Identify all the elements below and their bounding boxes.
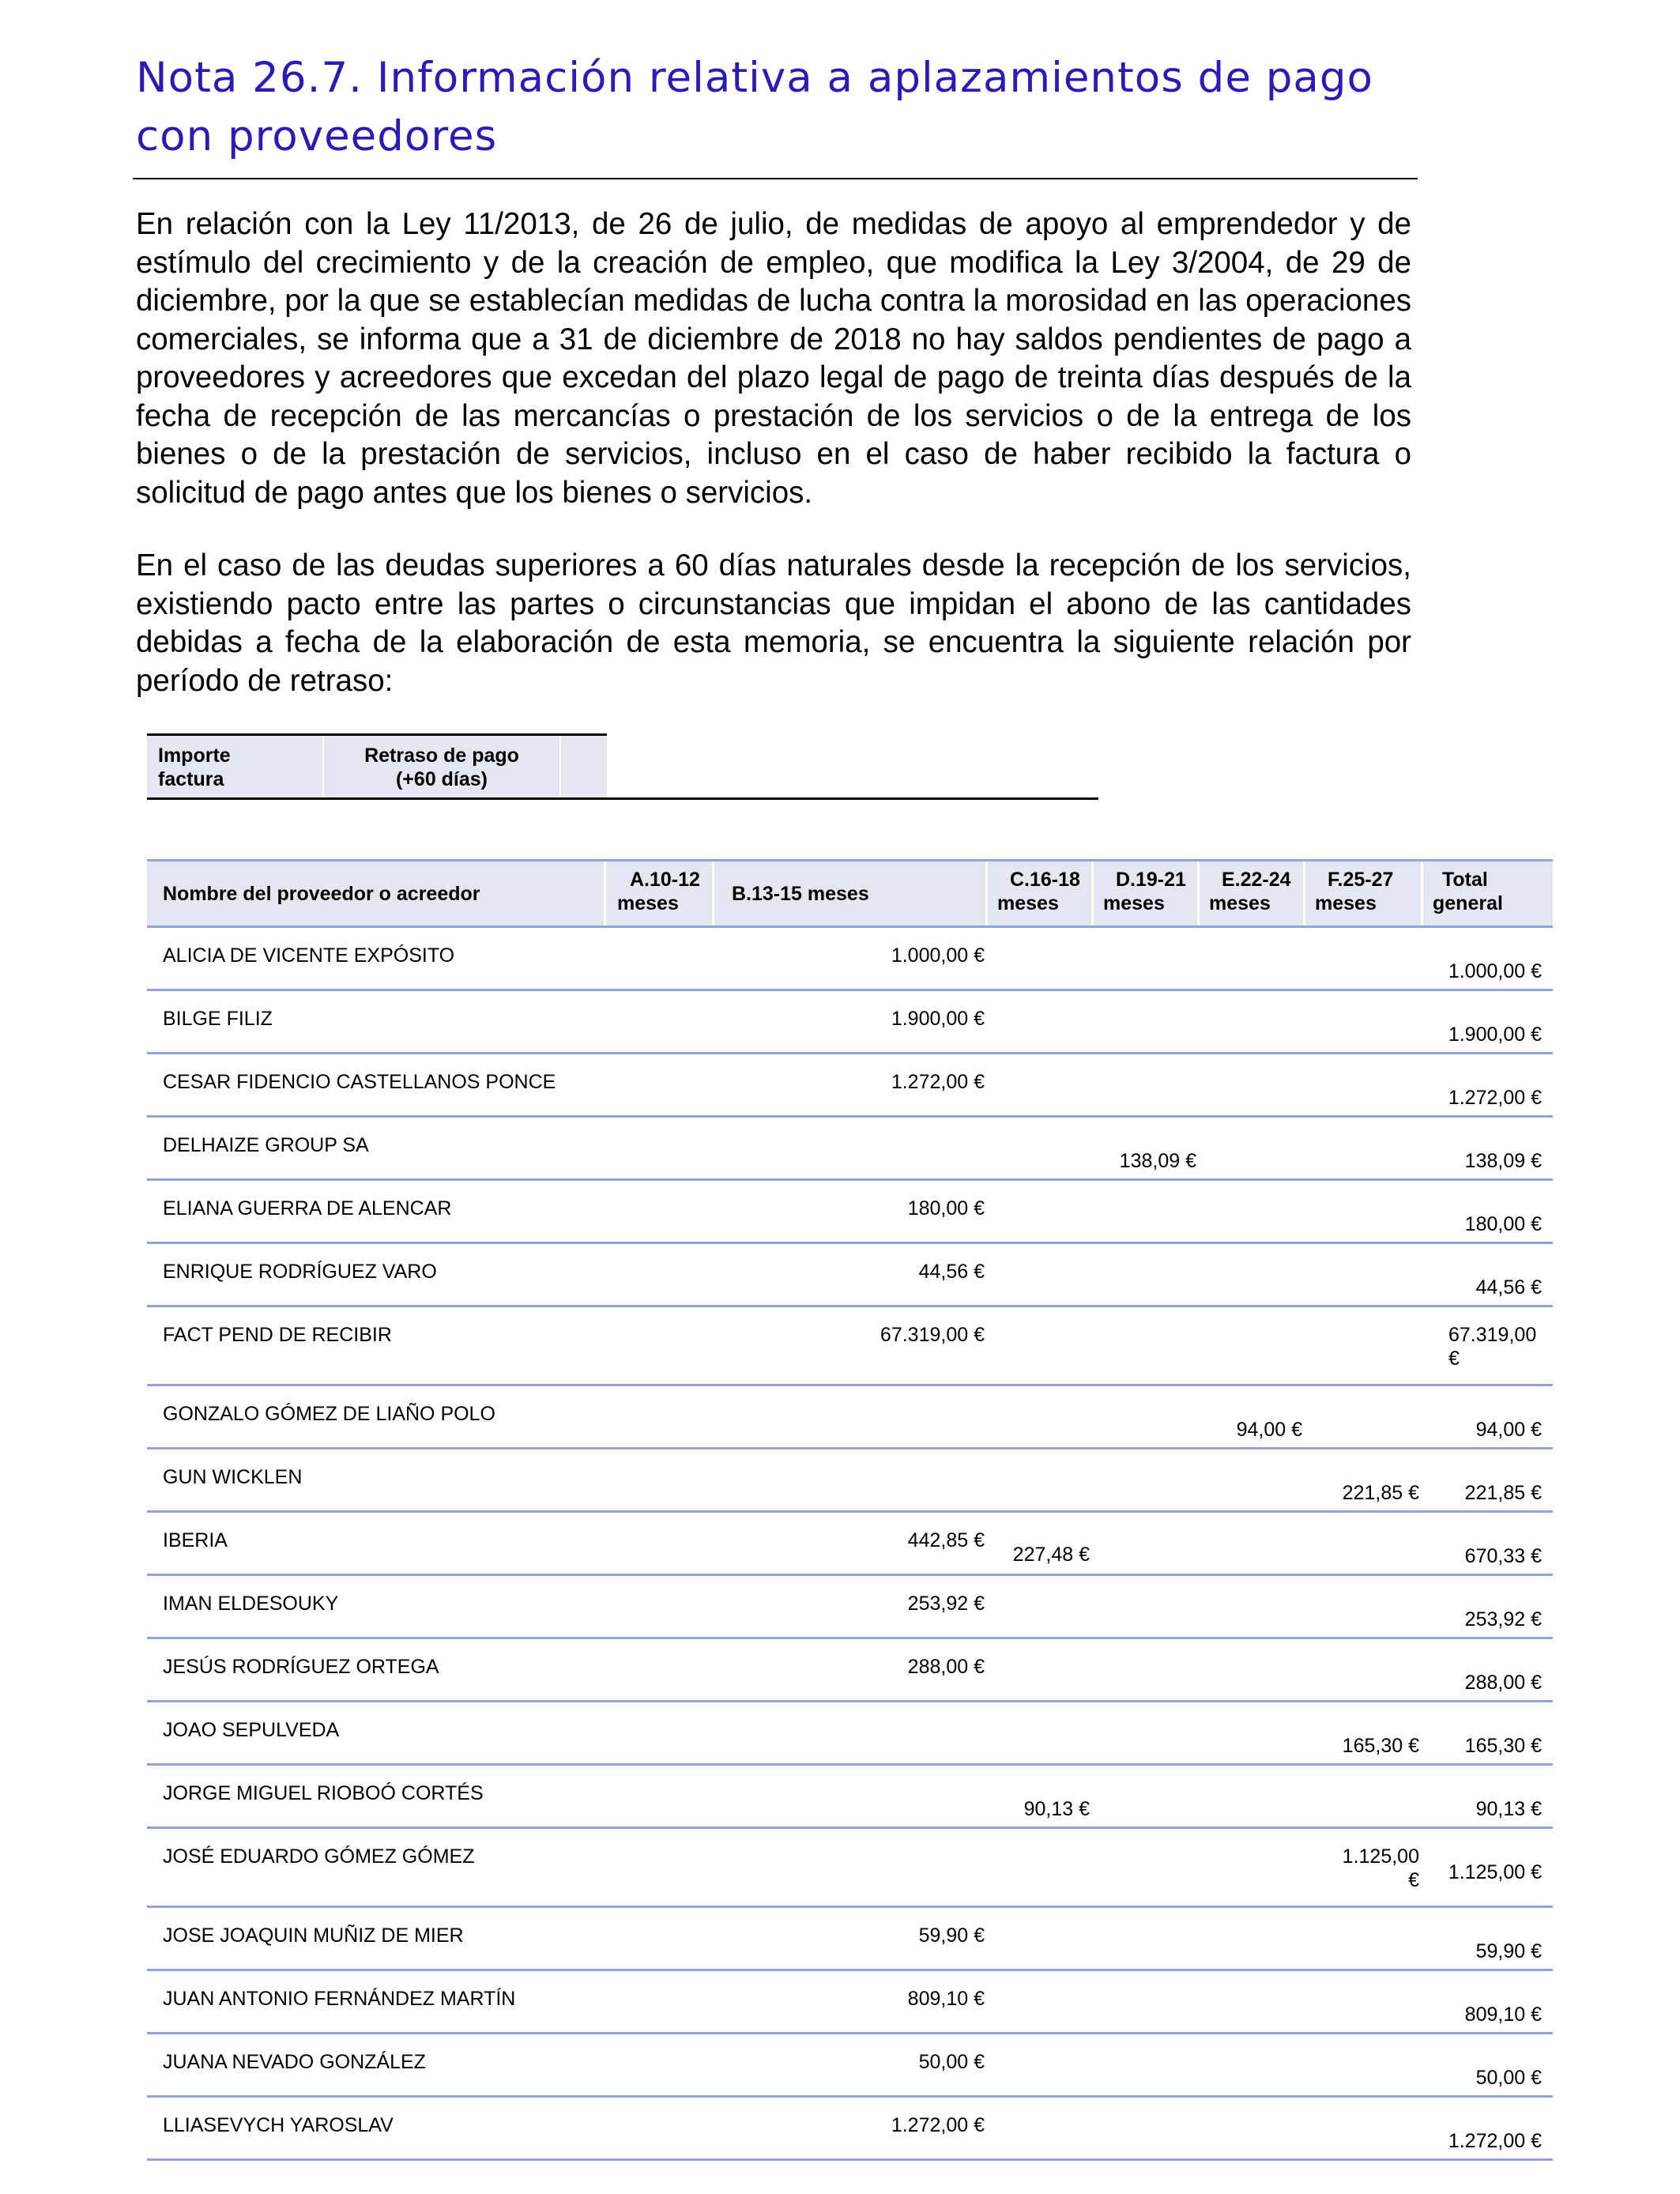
table-row: [147, 1386, 1553, 1449]
filter-importe-label-2: factura: [158, 768, 224, 790]
header-total: [1423, 861, 1553, 925]
supplier-name: IMAN ELDESOUKY: [163, 1593, 339, 1615]
amount-total: 138,09 €: [1464, 1150, 1542, 1172]
table-body: [147, 928, 1553, 2161]
supplier-name: ELIANA GUERRA DE ALENCAR: [163, 1197, 452, 1220]
filter-retraso-pago[interactable]: [324, 736, 559, 797]
amount-total: 50,00 €: [1475, 2067, 1542, 2089]
amount-b: 180,00 €: [907, 1197, 985, 1220]
amount-f: 165,30 €: [1342, 1735, 1419, 1757]
supplier-name: GONZALO GÓMEZ DE LIAÑO POLO: [163, 1403, 495, 1425]
table-row: [147, 928, 1553, 991]
amount-b: 253,92 €: [907, 1593, 985, 1615]
amount-total: 67.319,00 €: [1448, 1324, 1537, 1370]
amount-b: 1.000,00 €: [891, 944, 985, 967]
amount-total: 253,92 €: [1464, 1608, 1542, 1630]
filter-retraso-label-2: (+60 días): [395, 768, 488, 790]
table-row: [147, 1829, 1553, 1908]
amount-b: 288,00 €: [907, 1656, 985, 1678]
supplier-name: ALICIA DE VICENTE EXPÓSITO: [163, 944, 455, 967]
header-a-line1: A.10-12: [630, 869, 700, 891]
header-total-line1: Total: [1442, 869, 1488, 891]
supplier-delay-table: [147, 859, 1553, 2161]
amount-c: 227,48 €: [1012, 1544, 1090, 1566]
header-a-line2: meses: [617, 892, 679, 914]
amount-f: 221,85 €: [1342, 1482, 1419, 1504]
amount-total: 165,30 €: [1464, 1735, 1542, 1757]
table-row: [147, 1576, 1553, 1639]
table-row: [147, 1307, 1553, 1386]
amount-f: 1.125,00 €: [1342, 1845, 1419, 1891]
supplier-name: JUAN ANTONIO FERNÁNDEZ MARTÍN: [163, 1988, 516, 2010]
amount-total: 1.125,00 €: [1448, 1861, 1542, 1883]
amount-total: 1.000,00 €: [1448, 960, 1542, 982]
amount-total: 90,13 €: [1475, 1798, 1542, 1820]
table-row: [147, 1118, 1553, 1181]
amount-b: 1.900,00 €: [891, 1008, 985, 1030]
header-d: [1094, 861, 1197, 925]
amount-b: 1.272,00 €: [891, 2114, 985, 2136]
header-e-line2: meses: [1209, 892, 1271, 914]
header-b-label: B.13-15 meses: [732, 883, 869, 905]
page-title: Nota 26.7. Información relativa a aplazamientos de pago con proveedores: [136, 54, 1373, 160]
amount-total: 59,90 €: [1475, 1940, 1542, 1962]
amount-c: 90,13 €: [1023, 1798, 1090, 1820]
amount-e: 94,00 €: [1236, 1419, 1302, 1441]
table-row: [147, 1971, 1553, 2034]
amount-b: 442,85 €: [907, 1529, 985, 1551]
amount-b: 59,90 €: [918, 1924, 985, 1947]
table-row: [147, 1639, 1553, 1702]
table-row: [147, 1181, 1553, 1244]
supplier-name: JOAO SEPULVEDA: [163, 1719, 340, 1741]
table-row: [147, 1054, 1553, 1118]
title-divider: [133, 178, 1418, 179]
amount-total: 44,56 €: [1475, 1276, 1542, 1299]
supplier-name: JESÚS RODRÍGUEZ ORTEGA: [163, 1656, 439, 1678]
supplier-name: CESAR FIDENCIO CASTELLANOS PONCE: [163, 1071, 556, 1093]
amount-total: 670,33 €: [1464, 1545, 1542, 1567]
amount-total: 180,00 €: [1464, 1213, 1542, 1235]
amount-d: 138,09 €: [1119, 1150, 1196, 1172]
header-name: [147, 861, 604, 925]
table-row: [147, 1702, 1553, 1766]
filter-header-bottom-rule: [147, 797, 1098, 800]
table-row: [147, 1449, 1553, 1513]
supplier-name: GUN WICKLEN: [163, 1466, 303, 1488]
supplier-name: IBERIA: [163, 1529, 228, 1551]
amount-b: 1.272,00 €: [891, 1071, 985, 1093]
supplier-name: ENRIQUE RODRÍGUEZ VARO: [163, 1261, 437, 1283]
amount-b: 809,10 €: [907, 1988, 985, 2010]
table-row: [147, 1908, 1553, 1971]
header-f-line2: meses: [1315, 892, 1377, 914]
paragraph-1: En relación con la Ley 11/2013, de 26 de julio, de medidas de apoyo al emprendedor y de estímulo del crecimiento y de la creación de empleo, que modifica la Ley 3/2004, de 29 de diciembre, por la que se establecían medidas de lucha contra la morosidad en las operaciones comerciales, se informa que a 31 de diciembre de 2018 no hay saldos pendientes de pago a proveedores y acreedores que excedan del plazo legal de pago de treinta días después de la fecha de recepción de las mercancías o prestación de los servicios o de la entrega de los bienes o de la prestación de servicios, incluso en el caso de haber recibido la factura o solicitud de pago antes que los bienes o servicios.: [136, 207, 1411, 510]
header-total-line2: general: [1433, 892, 1503, 914]
supplier-name: BILGE FILIZ: [163, 1008, 273, 1030]
supplier-name: JORGE MIGUEL RIOBOÓ CORTÉS: [163, 1782, 484, 1804]
table-row: [147, 1513, 1553, 1576]
header-d-line1: D.19-21: [1116, 869, 1186, 891]
filter-empty-cell: [561, 736, 607, 797]
header-f: [1305, 861, 1421, 925]
supplier-name: JOSÉ EDUARDO GÓMEZ GÓMEZ: [163, 1845, 475, 1868]
amount-total: 1.272,00 €: [1448, 1087, 1542, 1109]
header-c-line1: C.16-18: [1010, 869, 1080, 891]
filter-importe-factura[interactable]: [147, 736, 322, 797]
amount-total: 94,00 €: [1475, 1419, 1542, 1441]
header-e-line1: E.22-24: [1222, 869, 1291, 891]
amount-b: 67.319,00 €: [880, 1324, 985, 1346]
header-f-line1: F.25-27: [1328, 869, 1394, 891]
paragraph-2: En el caso de las deudas superiores a 60 días naturales desde la recepción de los servicios, existiendo pacto entre las partes o circunstancias que impidan el abono de las cantidades debidas a fecha de la elaboración de esta memoria, se encuentra la siguiente relación por período de retraso:: [136, 548, 1411, 698]
filter-retraso-label-1: Retraso de pago: [364, 745, 519, 767]
table-row: [147, 991, 1553, 1054]
amount-b: 50,00 €: [918, 2051, 985, 2073]
header-a: [606, 861, 712, 925]
supplier-name: LLIASEVYCH YAROSLAV: [163, 2114, 394, 2136]
header-c-line2: meses: [997, 892, 1059, 914]
header-b: [714, 861, 985, 925]
amount-total: 809,10 €: [1464, 2004, 1542, 2026]
header-e: [1200, 861, 1303, 925]
supplier-name: FACT PEND DE RECIBIR: [163, 1324, 392, 1346]
amount-total: 1.900,00 €: [1448, 1023, 1542, 1046]
amount-b: 44,56 €: [918, 1261, 985, 1283]
table-header: [147, 859, 1553, 928]
header-c: [988, 861, 1091, 925]
table-row: [147, 1244, 1553, 1307]
supplier-name: JUANA NEVADO GONZÁLEZ: [163, 2051, 426, 2073]
amount-total: 221,85 €: [1464, 1482, 1542, 1504]
table-row: [147, 2034, 1553, 2098]
supplier-name: DELHAIZE GROUP SA: [163, 1134, 369, 1156]
header-d-line2: meses: [1103, 892, 1165, 914]
supplier-name: JOSE JOAQUIN MUÑIZ DE MIER: [163, 1924, 464, 1947]
table-row: [147, 2098, 1553, 2161]
header-name-label: Nombre del proveedor o acreedor: [163, 883, 480, 905]
table-row: [147, 1766, 1553, 1829]
amount-total: 288,00 €: [1464, 1672, 1542, 1694]
filter-importe-label-1: Importe: [158, 745, 231, 767]
amount-total: 1.272,00 €: [1448, 2130, 1542, 2152]
